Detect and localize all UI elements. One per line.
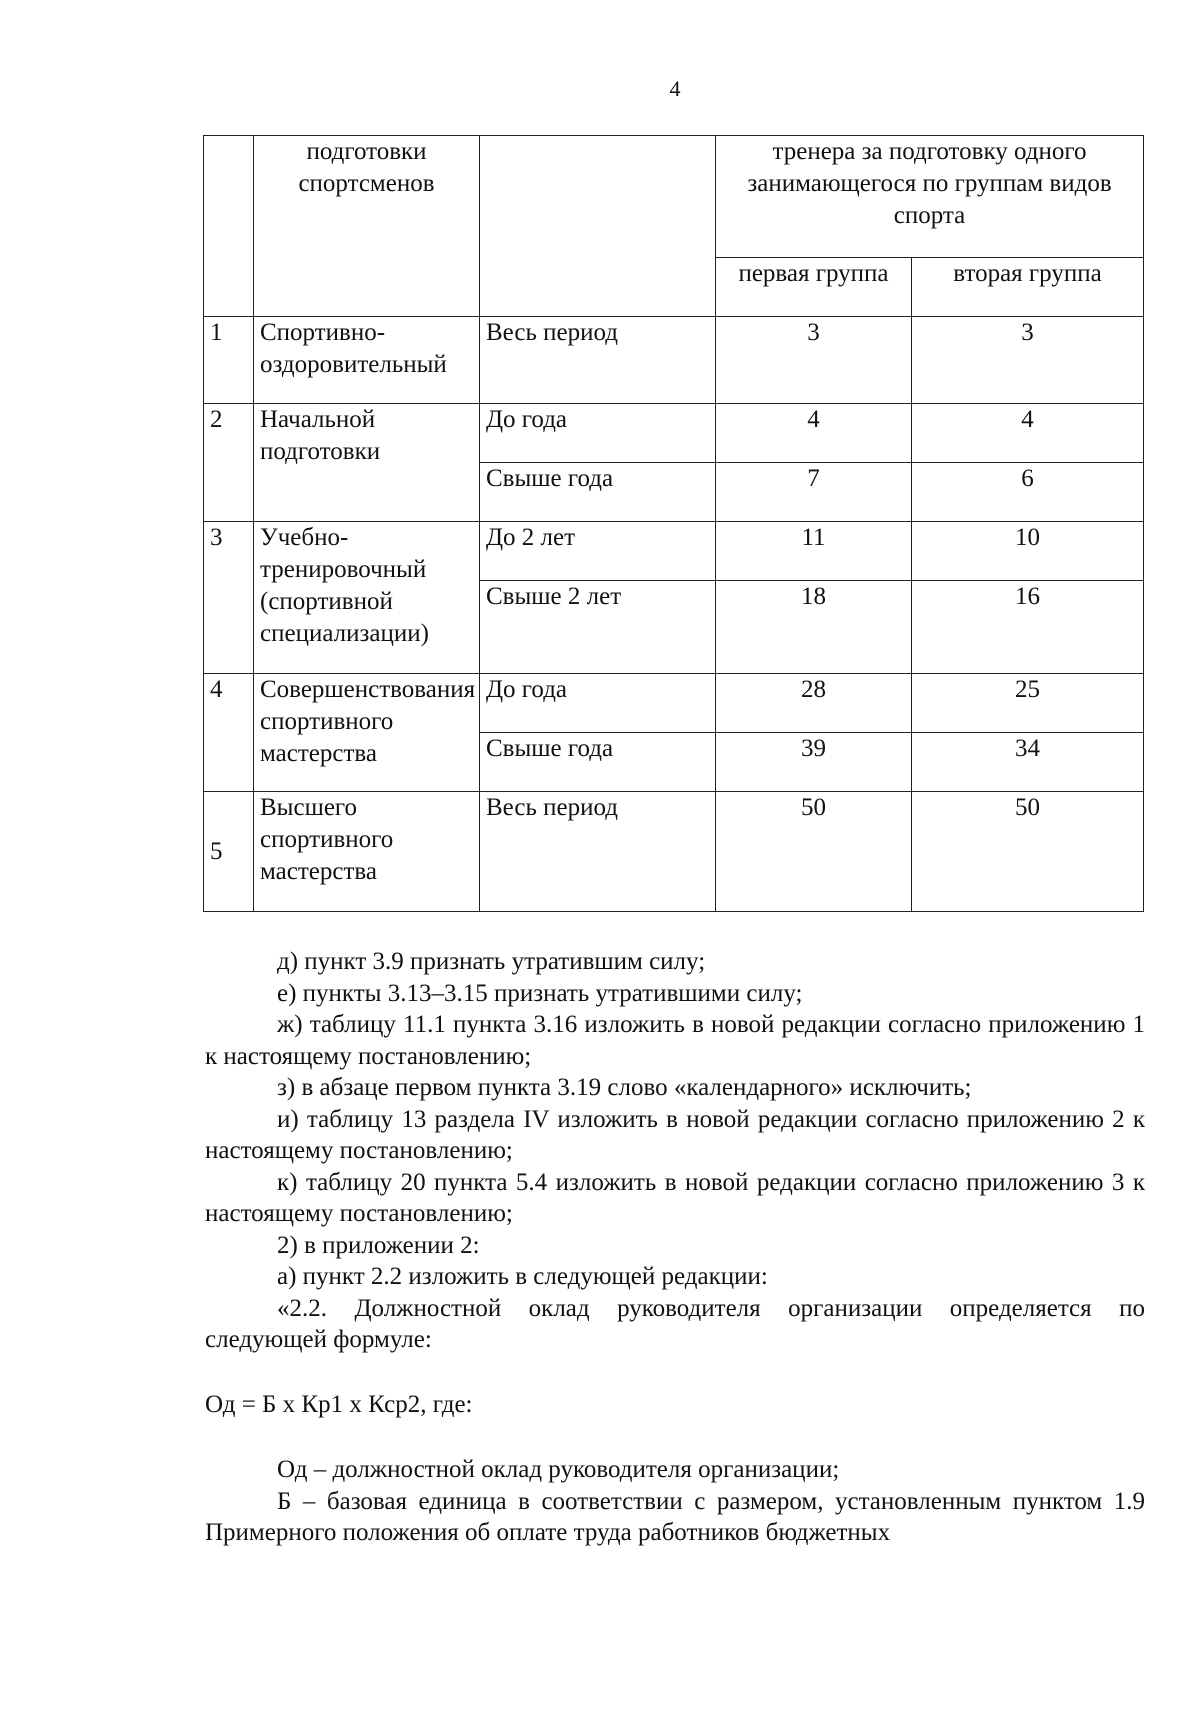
rate-group2: 10 [912,522,1144,581]
paragraph: и) таблицу 13 раздела IV изложить в новой редакции согласно приложению 2 к настоящему постановлению; [205,1105,1145,1164]
table-header-group2: вторая группа [912,258,1144,317]
rate-group1: 3 [716,317,912,404]
training-period: До 2 лет [480,522,716,581]
training-level: Учебно-тренировочный (спортивной специализации) [254,522,480,674]
training-level: Начальной подготовки [254,404,480,522]
rate-group1: 50 [716,792,912,912]
table-header-number [204,136,254,317]
table-row [204,522,1144,581]
table-header-level: подготовки спортсменов [254,136,480,317]
rate-group2: 6 [912,463,1144,522]
training-period: До года [480,404,716,463]
page-number: 4 [669,76,681,101]
training-level: Спортивно-оздоровительный [254,317,480,404]
paragraph: з) в абзаце первом пункта 3.19 слово «календарного» исключить; [277,1074,972,1101]
training-period: Весь период [480,792,716,912]
definition: Б – базовая единица в соответствии с размером, установленным пунктом 1.9 Примерного положения об оплате труда работников бюджетных [205,1487,1145,1546]
training-level: Высшего спортивного мастерства [254,792,480,912]
definition: Од – должностной оклад руководителя организации; [277,1456,840,1483]
training-period: Весь период [480,317,716,404]
training-period: До года [480,674,716,733]
row-number: 3 [204,522,254,674]
rate-group2: 3 [912,317,1144,404]
table-header-period [480,136,716,317]
rate-group2: 4 [912,404,1144,463]
paragraph: а) пункт 2.2 изложить в следующей редакции: [277,1263,768,1290]
row-number: 4 [204,674,254,792]
rate-group1: 4 [716,404,912,463]
coach-rate-table [203,135,1144,912]
table-row [204,404,1144,463]
training-period: Свыше года [480,733,716,792]
rate-group2: 34 [912,733,1144,792]
paragraph: ж) таблицу 11.1 пункта 3.16 изложить в новой редакции согласно приложению 1 к настоящему постановлению; [205,1011,1145,1070]
rate-group1: 7 [716,463,912,522]
rate-group2: 16 [912,581,1144,674]
salary-formula: Од = Б х Кр1 х Кср2, где: [205,1390,473,1418]
table-row [204,317,1144,404]
row-number: 1 [204,317,254,404]
rate-group2: 25 [912,674,1144,733]
table-header-group1: первая группа [716,258,912,317]
table-header-rate: тренера за подготовку одного занимающегося по группам видов спорта [716,136,1144,258]
training-level: Совершенствования спортивного мастерства [254,674,480,792]
rate-group2: 50 [912,792,1144,912]
row-number: 2 [204,404,254,522]
training-period: Свыше 2 лет [480,581,716,674]
document-body [205,946,1145,1549]
table-row [204,674,1144,733]
rate-group1: 39 [716,733,912,792]
table-row [204,792,1144,912]
rate-group1: 11 [716,522,912,581]
paragraph: «2.2. Должностной оклад руководителя организации определяется по следующей формуле: [205,1294,1145,1353]
rate-group1: 28 [716,674,912,733]
paragraph: 2) в приложении 2: [277,1231,480,1259]
rate-group1: 18 [716,581,912,674]
paragraph: е) пункты 3.13–3.15 признать утратившими силу; [277,979,803,1007]
training-period: Свыше года [480,463,716,522]
paragraph: д) пункт 3.9 признать утратившим силу; [277,948,706,975]
row-number: 5 [204,792,254,912]
paragraph: к) таблицу 20 пункта 5.4 изложить в новой редакции согласно приложению 3 к настоящему постановлению; [205,1168,1145,1227]
